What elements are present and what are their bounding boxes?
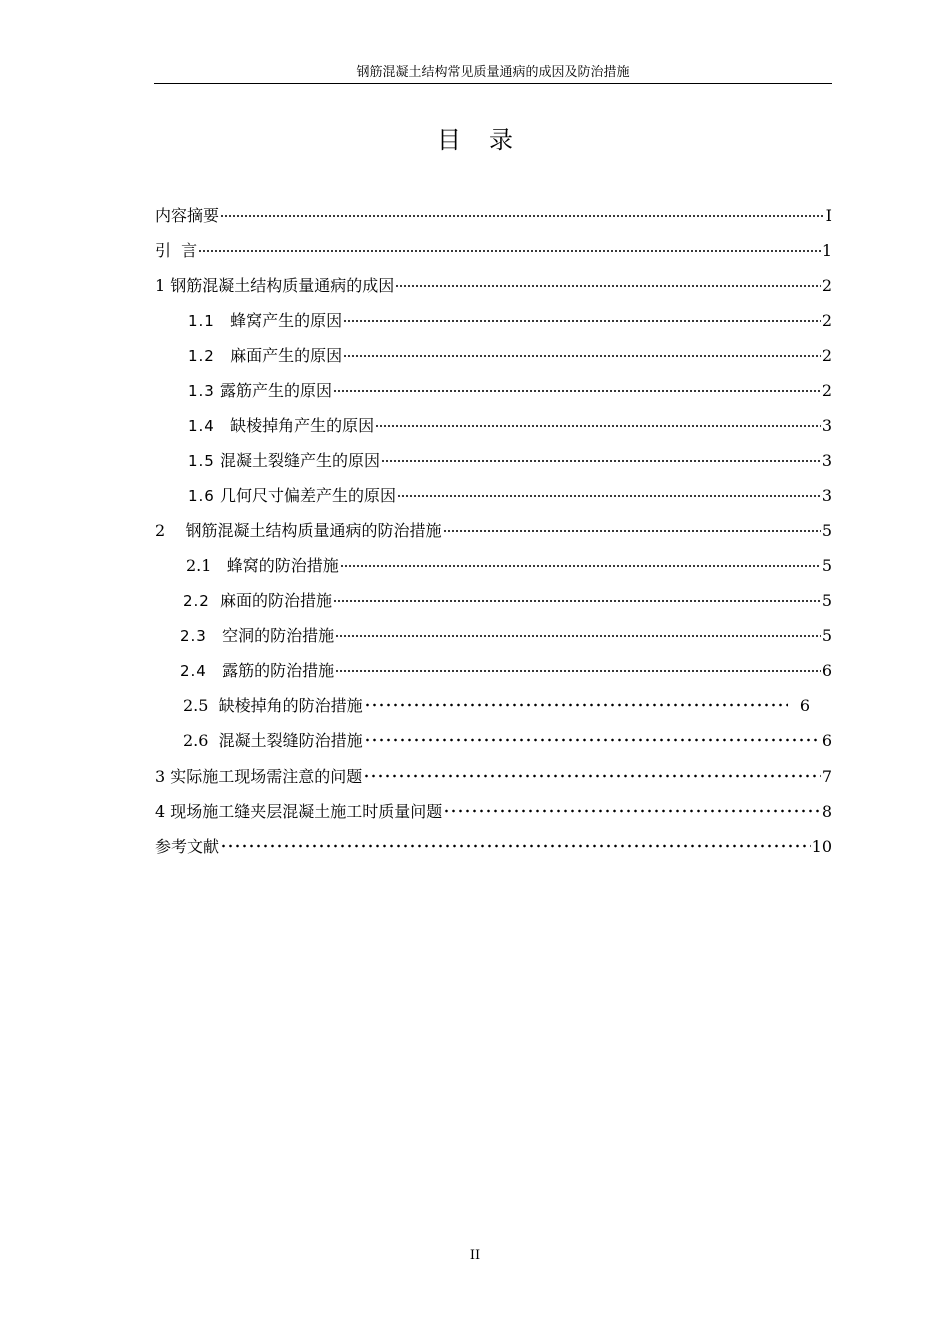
toc-entry[interactable]	[155, 830, 832, 856]
toc-leader-dots	[333, 584, 821, 606]
toc-entry-page: 5	[821, 591, 832, 610]
toc-entry[interactable]	[183, 689, 810, 715]
toc-entry[interactable]	[155, 795, 832, 821]
toc-entry-text: 钢筋混凝土结构质量通病的成因	[165, 276, 395, 295]
toc-entry-page: 2	[821, 346, 832, 365]
toc-entry-text: 几何尺寸偏差产生的原因	[214, 486, 396, 505]
toc-entry-page: 10	[811, 837, 832, 856]
toc-entry-page: 8	[821, 802, 832, 821]
toc-entry-number: 1.4	[188, 417, 215, 435]
toc-entry-text: 参考文献	[155, 837, 220, 856]
toc-entry-text: 钢筋混凝土结构质量通病的防治措施	[165, 521, 442, 540]
toc-entry-text: 内容摘要	[155, 206, 220, 225]
toc-entry-text: 露筋的防治措施	[206, 661, 335, 680]
toc-leader-dots	[335, 619, 821, 641]
toc-entry-number: 4	[155, 802, 166, 821]
running-header: 钢筋混凝土结构常见质量通病的成因及防治措施	[356, 65, 630, 80]
toc-entry-page: I	[825, 206, 832, 225]
toc-entry-page: 2	[821, 381, 832, 400]
toc-entry[interactable]	[183, 724, 832, 750]
toc-leader-dots	[333, 374, 821, 396]
toc-entry-text: 空洞的防治措施	[206, 626, 335, 645]
toc-entry-number: 1.1	[188, 312, 215, 330]
toc-entry[interactable]	[188, 479, 832, 505]
toc-entry-number: 1.6	[188, 487, 215, 505]
toc-entry-text: 麻面的防治措施	[209, 591, 333, 610]
toc-leader-dots	[220, 830, 811, 852]
toc-leader-dots	[220, 199, 825, 221]
toc-leader-dots	[343, 304, 821, 326]
toc-entry-page: 6	[821, 731, 832, 750]
toc-entry-text: 缺棱掉角产生的原因	[214, 416, 375, 435]
toc-entry-number: 3	[155, 767, 166, 786]
toc-entry-text: 混凝土裂缝产生的原因	[214, 451, 380, 470]
toc-leader-dots	[375, 409, 821, 431]
toc-leader-dots	[335, 654, 821, 676]
toc-entry-page: 2	[821, 311, 832, 330]
toc-entry-number: 2.4	[180, 662, 207, 680]
toc-leader-dots	[443, 795, 821, 817]
toc-entry[interactable]	[155, 199, 832, 225]
toc-entry-page: 7	[821, 767, 832, 786]
page-number: II	[469, 1248, 481, 1263]
toc-entry-text: 麻面产生的原因	[214, 346, 343, 365]
toc-entry-text: 现场施工缝夹层混凝土施工时质量问题	[165, 802, 443, 821]
toc-entry-number: 2.2	[183, 592, 210, 610]
toc-leader-dots	[198, 234, 821, 256]
toc-entry-number: 1.2	[188, 347, 215, 365]
toc-entry[interactable]	[180, 619, 832, 645]
toc-entry-number: 2.1	[186, 556, 212, 575]
toc-leader-dots	[363, 760, 821, 782]
toc-entry[interactable]	[188, 444, 832, 470]
toc-leader-dots	[443, 514, 821, 536]
toc-entry-number: 2.6	[183, 731, 209, 750]
toc-entry[interactable]	[155, 514, 832, 540]
toc-entry-page: 6	[821, 661, 832, 680]
toc-entry[interactable]	[155, 269, 832, 295]
toc-entry[interactable]	[188, 339, 832, 365]
toc-leader-dots	[395, 269, 821, 291]
toc-entry-text: 缺棱掉角的防治措施	[208, 696, 363, 715]
toc-entry[interactable]	[188, 409, 832, 435]
toc-entry-page: 5	[821, 556, 832, 575]
toc-entry-text: 混凝土裂缝防治措施	[208, 731, 363, 750]
toc-entry-number: 2.5	[183, 696, 209, 715]
toc-leader-dots	[397, 479, 821, 501]
toc-entry[interactable]	[155, 234, 832, 260]
toc-entry-page: 1	[821, 241, 832, 260]
toc-entry[interactable]	[155, 760, 832, 786]
toc-entry[interactable]	[188, 374, 832, 400]
toc-entry-text: 露筋产生的原因	[214, 381, 332, 400]
toc-entry-page: 3	[821, 451, 832, 470]
toc-entry-text: 引 言	[155, 241, 198, 260]
toc-entry-number: 2.3	[180, 627, 207, 645]
toc-entry[interactable]	[183, 584, 832, 610]
toc-entry-page: 3	[821, 486, 832, 505]
toc-entry[interactable]	[180, 654, 832, 680]
toc-leader-dots	[364, 724, 821, 746]
toc-entry-text: 实际施工现场需注意的问题	[165, 767, 363, 786]
page-title: 目录	[437, 126, 541, 154]
toc-entry-number: 1	[155, 276, 166, 295]
toc-entry-number: 1.3	[188, 382, 215, 400]
toc-entry-text: 蜂窝产生的原因	[214, 311, 343, 330]
toc-entry-text: 蜂窝的防治措施	[211, 556, 339, 575]
toc-entry-number: 2	[155, 521, 166, 540]
toc-entry[interactable]	[186, 549, 832, 575]
toc-entry-page: 6	[799, 696, 810, 715]
toc-entry-page: 3	[821, 416, 832, 435]
toc-leader-dots	[340, 549, 821, 571]
toc-entry-page: 5	[821, 521, 832, 540]
toc-entry-number: 1.5	[188, 452, 215, 470]
toc-entry[interactable]	[188, 304, 832, 330]
toc-entry-page: 5	[821, 626, 832, 645]
toc-leader-dots	[343, 339, 821, 361]
toc-leader-dots	[364, 689, 788, 711]
toc-leader-dots	[381, 444, 821, 466]
toc-entry-page: 2	[821, 276, 832, 295]
header-divider	[154, 83, 832, 84]
